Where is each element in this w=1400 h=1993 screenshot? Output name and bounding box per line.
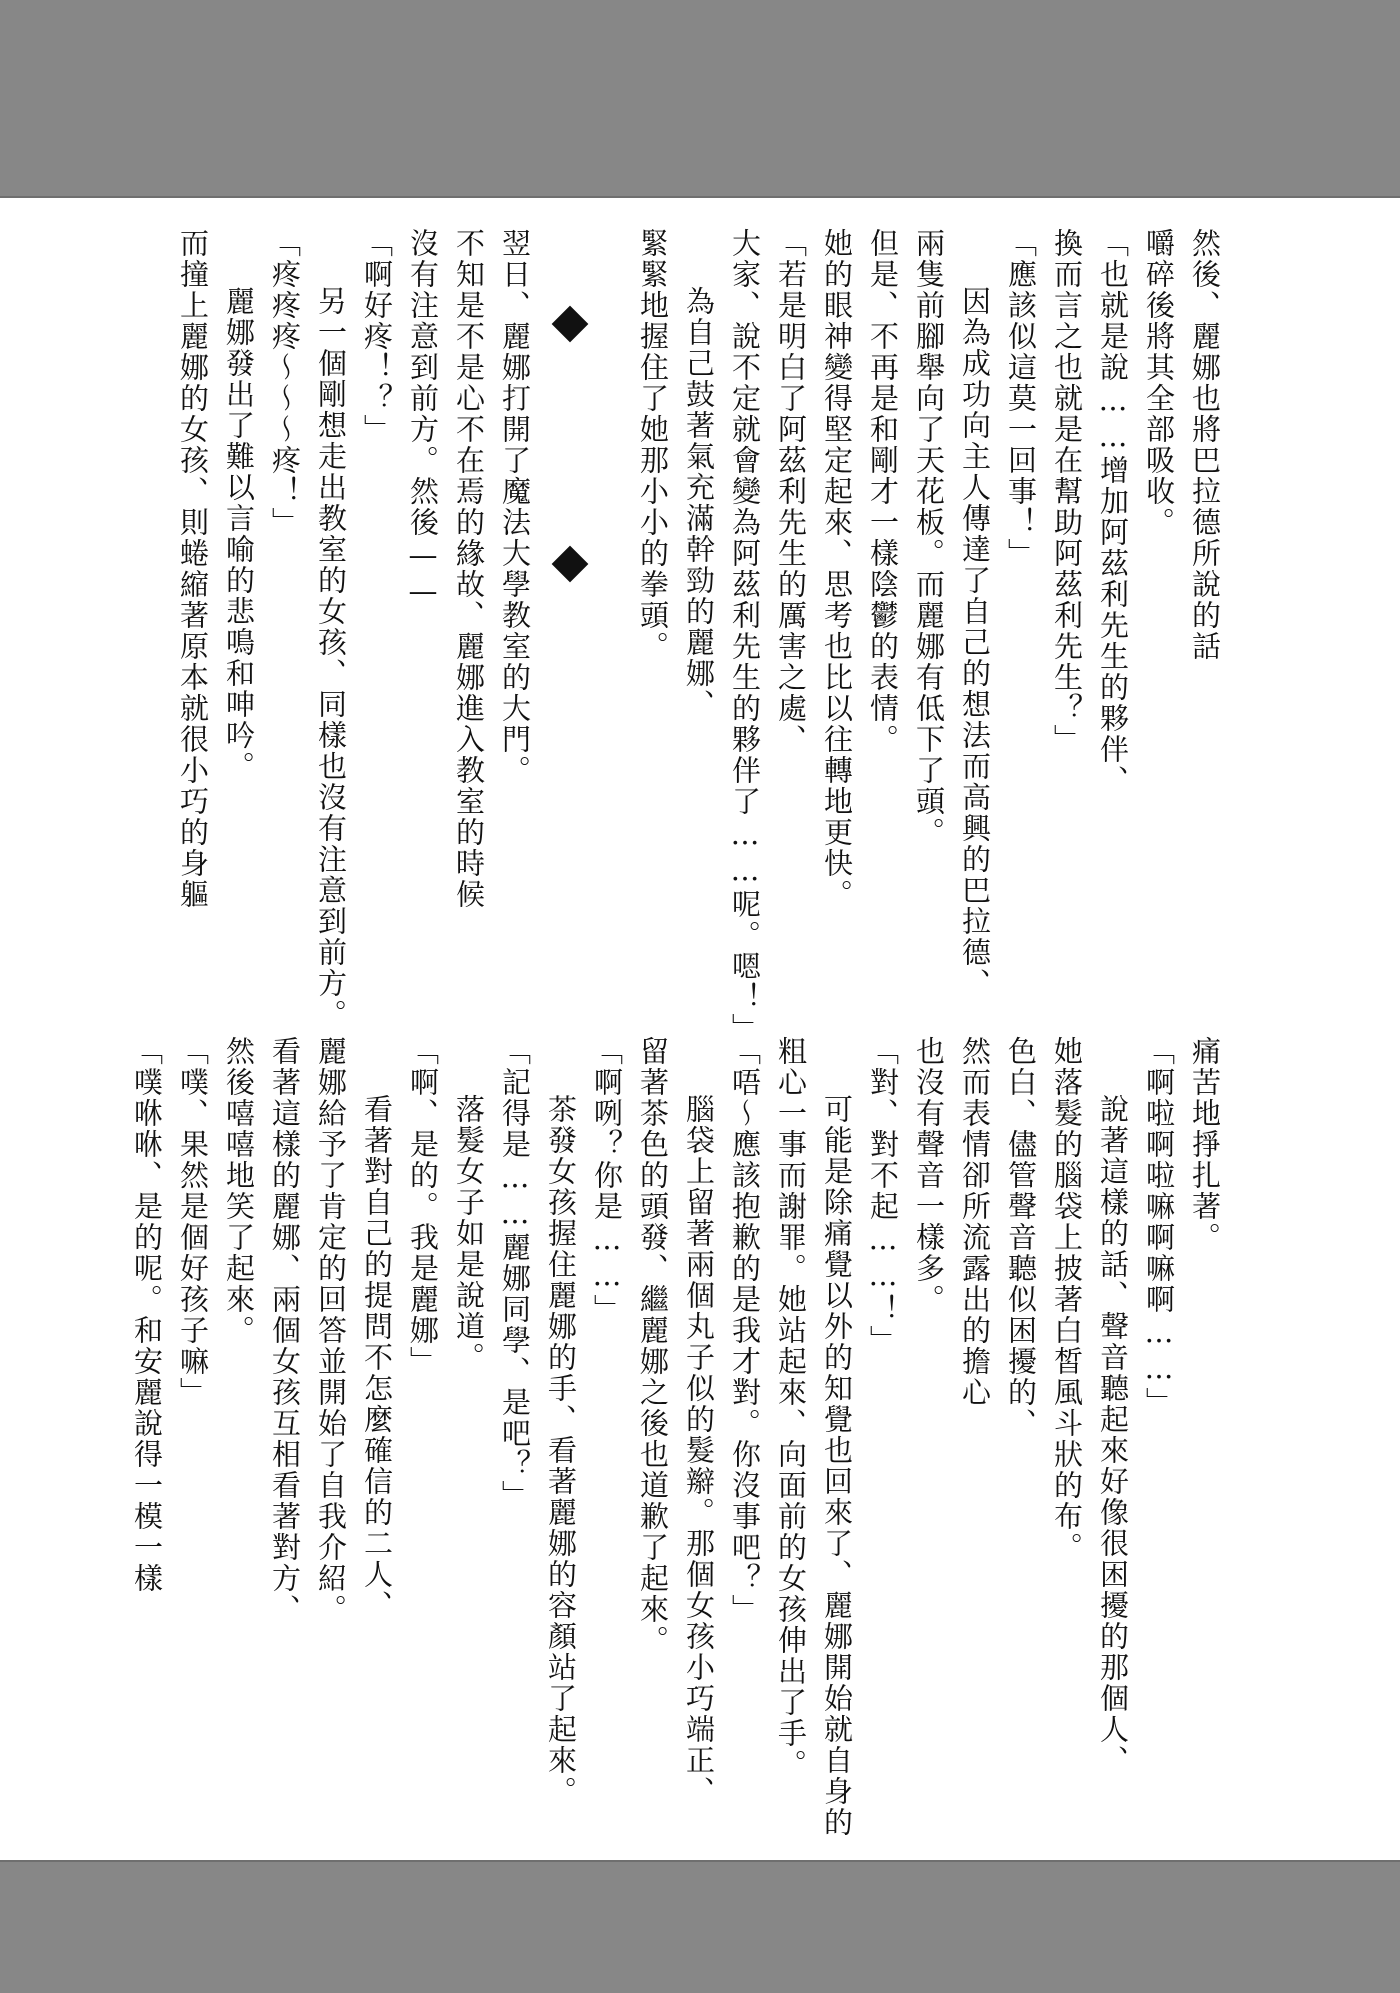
- text-column: 「疼疼疼～～～疼！」: [268, 228, 302, 538]
- text-column: 「噗、果然是個好孩子嘛」: [176, 1036, 210, 1408]
- book-page: [0, 198, 1400, 1860]
- text-column: 她落髮的腦袋上披著白皙風斗狀的布。: [1050, 1036, 1084, 1563]
- text-column: 「記得是……麗娜同學、是吧？」: [498, 1036, 532, 1511]
- text-column: 大家、說不定就會變為阿茲利先生的夥伴了……呢。嗯！」: [728, 228, 762, 1044]
- top-margin-bar: [0, 0, 1400, 198]
- text-column: 痛苦地掙扎著。: [1188, 1036, 1222, 1253]
- text-column: 粗心一事而謝罪。她站起來、向面前的女孩伸出了手。: [774, 1036, 808, 1780]
- text-column: 「啊啦啊啦嘛啊嘛啊……」: [1142, 1036, 1176, 1418]
- text-column: 「對、對不起……！」: [866, 1036, 900, 1356]
- text-column: 然而表情卻所流露出的擔心: [958, 1036, 992, 1408]
- text-column: 看著對自己的提問不怎麼確信的二人、: [360, 1094, 394, 1621]
- text-column: 說著這樣的話、聲音聽起來好像很困擾的那個人、: [1096, 1094, 1130, 1776]
- upper-text-block: [170, 228, 1228, 1044]
- text-column: 落髮女子如是說道。: [452, 1094, 486, 1373]
- text-column: 兩隻前腳舉向了天花板。而麗娜有低下了頭。: [912, 228, 946, 848]
- text-column: 色白、儘管聲音聽似困擾的、: [1004, 1036, 1038, 1439]
- text-column: 但是、不再是和剛才一樣陰鬱的表情。: [866, 228, 900, 755]
- text-column: 然後、麗娜也將巴拉德所說的話: [1188, 228, 1222, 662]
- text-column: 看著這樣的麗娜、兩個女孩互相看著對方、: [268, 1036, 302, 1625]
- text-column: 「啊好疼！？」: [360, 228, 394, 445]
- text-column: 然後嘻嘻地笑了起來。: [222, 1036, 256, 1346]
- bottom-margin-bar: [0, 1860, 1400, 1993]
- text-column: 「若是明白了阿茲利先生的厲害之處、: [774, 228, 808, 755]
- text-column: 為自己鼓著氣充滿幹勁的麗娜、: [682, 286, 716, 720]
- text-column: 另一個剛想走出教室的女孩、同樣也沒有注意到前方。: [314, 286, 348, 1030]
- text-column: 麗娜發出了難以言喻的悲鳴和呻吟。: [222, 286, 256, 782]
- text-column: 換而言之也就是在幫助阿茲利先生？」: [1050, 228, 1084, 755]
- text-column: 「也就是說……增加阿茲利先生的夥伴、: [1096, 228, 1130, 796]
- text-column: 沒有注意到前方。然後——: [406, 228, 440, 610]
- text-column: 嚼碎後將其全部吸收。: [1142, 228, 1176, 538]
- text-column: 「唔～應該抱歉的是我才對。你沒事吧？」: [728, 1036, 762, 1625]
- text-column: 「噗咻咻、是的呢。和安麗說得一模一樣: [130, 1036, 164, 1594]
- lower-text-block: [124, 1036, 1228, 1838]
- text-column: 「啊咧？你是……」: [590, 1036, 624, 1325]
- text-column: 茶發女孩握住麗娜的手、看著麗娜的容顏站了起來。: [544, 1094, 578, 1807]
- text-column: 可能是除痛覺以外的知覺也回來了、麗娜開始就自身的: [820, 1094, 854, 1838]
- text-column: 留著茶色的頭發、繼麗娜之後也道歉了起來。: [636, 1036, 670, 1656]
- text-column: 翌日、麗娜打開了魔法大學教室的大門。: [498, 228, 532, 786]
- text-column: 而撞上麗娜的女孩、則蜷縮著原本就很小巧的身軀: [176, 228, 210, 910]
- section-break-column: [538, 228, 630, 1008]
- text-column: 「啊、是的。我是麗娜」: [406, 1036, 440, 1377]
- text-column: 麗娜給予了肯定的回答並開始了自我介紹。: [314, 1036, 348, 1625]
- text-column: 緊緊地握住了她那小小的拳頭。: [636, 228, 670, 662]
- text-column: 腦袋上留著兩個丸子似的髮辮。那個女孩小巧端正、: [682, 1094, 716, 1807]
- text-column: 「應該似這莫一回事！」: [1004, 228, 1038, 569]
- text-column: 她的眼神變得堅定起來、思考也比以往轉地更快。: [820, 228, 854, 910]
- text-column: 不知是不是心不在焉的緣故、麗娜進入教室的時候: [452, 228, 486, 910]
- text-column: 也沒有聲音一樣多。: [912, 1036, 946, 1315]
- text-column: 因為成功向主人傳達了自己的想法而高興的巴拉德、: [958, 286, 992, 999]
